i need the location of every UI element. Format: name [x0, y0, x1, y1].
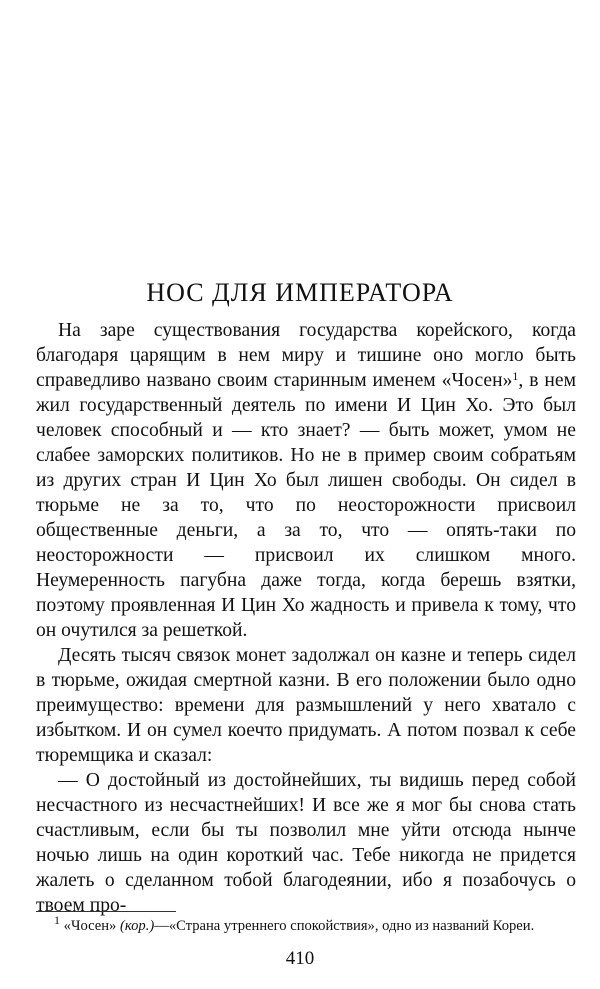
footnote-abbreviation: (кор.) [120, 918, 155, 934]
footnote-term: «Чосен» [63, 918, 117, 934]
footnote-text: —«Страна утреннего спокойствия», одно из названий Кореи. [154, 918, 535, 934]
footnote-divider [36, 911, 176, 912]
paragraph-1 [36, 318, 576, 643]
footnote-reference: 1 [512, 369, 519, 383]
paragraph-1-start: На заре существования государства корейского, когда благодаря царящим в нем миру и тишине оно могло быть справедливо названо своим старинным именем «Чосен» [36, 320, 576, 391]
footnote [36, 913, 576, 936]
page-number: 410 [285, 948, 315, 969]
paragraph-3: — О достойный из достойнейших, ты видишь перед собой несчастного из несчастнейших! И все же я мог бы снова стать счастливым, если бы ты позволил мне уйти отсюда нынче ночью лишь на один короткий час. Тебе никогда не придется жалеть о сделанном тобой благодеянии, ибо я позабочусь о твоем про- [36, 770, 576, 916]
paragraph-1-rest: , в нем жил государственный деятель по имени И Цин Хо. Это был человек способный и — кто знает? — быть может, умом не слабее заморских политиков. Но не в пример своим собратьям из других стран И Цин Хо был лишен свободы. Он сидел в тюрьме не за то, что по неосторожности присвоил общественные деньги, а за то, что — опять-таки по неосторожности — присвоил их слишком много. Неумеренность пагубна даже тогда, когда берешь взятки, поэтому проявленная И Цин Хо жадность и привела к тому, что он очутился за решеткой. [36, 370, 576, 641]
story-body [36, 318, 576, 918]
story-title: НОС ДЛЯ ИМПЕРАТОРА [146, 278, 454, 307]
paragraph-2: Десять тысяч связок монет задолжал он казне и теперь сидел в тюрьме, ожидая смертной казни. В его положении было одно преимущество: времени для размышлений у него хватало с избытком. И он сумел коечто придумать. А потом позвал к себе тюремщика и сказал: [36, 645, 576, 766]
footnote-marker: 1 [54, 913, 60, 927]
